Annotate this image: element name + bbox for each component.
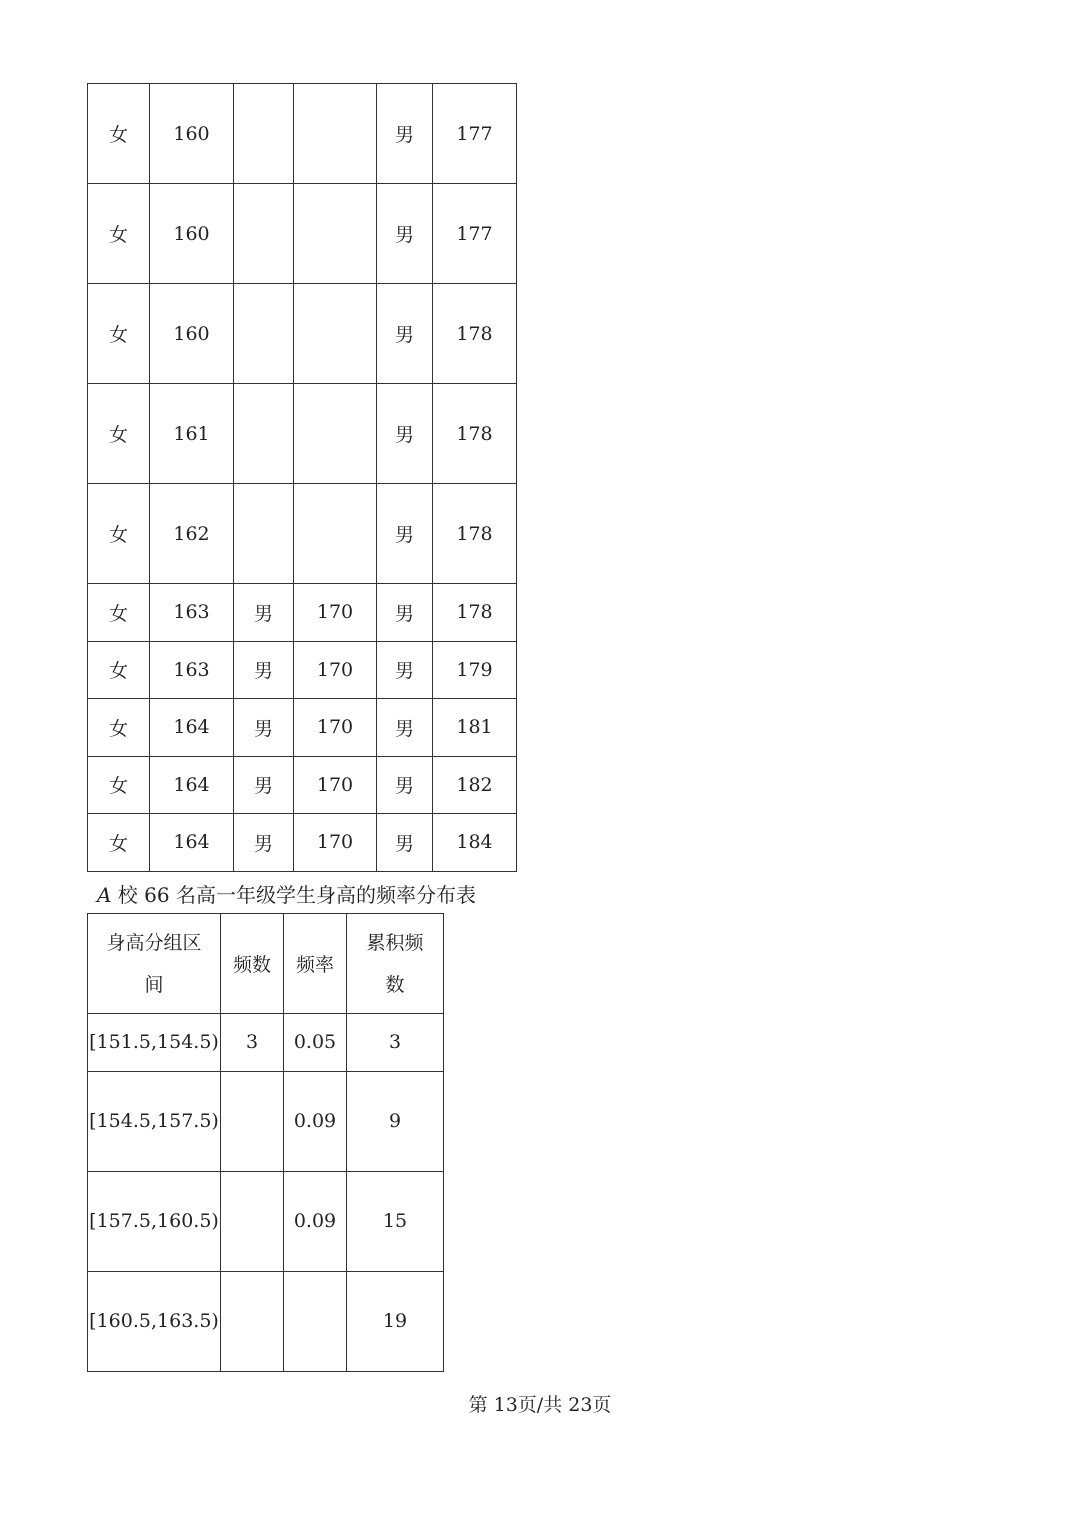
table-cell bbox=[294, 484, 377, 584]
table-cell: 男 bbox=[234, 756, 294, 814]
table-cell: 男 bbox=[377, 284, 433, 384]
table-cell: 164 bbox=[150, 699, 234, 757]
table-cell bbox=[234, 284, 294, 384]
frequency-table-body bbox=[88, 1014, 444, 1372]
header-frequency: 频率 bbox=[284, 914, 347, 1014]
table-cell: 女 bbox=[88, 641, 150, 699]
table-cell: 女 bbox=[88, 284, 150, 384]
table-cell bbox=[234, 84, 294, 184]
table-cell: 178 bbox=[433, 484, 517, 584]
table-cell: 男 bbox=[377, 756, 433, 814]
table-cell: 162 bbox=[150, 484, 234, 584]
table-row bbox=[88, 641, 517, 699]
table-cell: 178 bbox=[433, 384, 517, 484]
table-cell: 178 bbox=[433, 284, 517, 384]
cell-cumulative: 15 bbox=[347, 1171, 444, 1271]
table-cell: 女 bbox=[88, 814, 150, 872]
table-row bbox=[88, 584, 517, 642]
table-cell: 男 bbox=[234, 699, 294, 757]
cell-frequency: 0.09 bbox=[284, 1171, 347, 1271]
table-cell: 164 bbox=[150, 814, 234, 872]
table-cell: 男 bbox=[377, 699, 433, 757]
table-cell bbox=[234, 484, 294, 584]
header-cumulative-line1: 累积频 bbox=[366, 931, 424, 954]
table-cell: 男 bbox=[377, 814, 433, 872]
table-cell: 男 bbox=[377, 641, 433, 699]
table-cell: 177 bbox=[433, 84, 517, 184]
student-height-table bbox=[87, 83, 517, 872]
student-height-table-body bbox=[88, 84, 517, 872]
table-row bbox=[88, 1014, 444, 1072]
table-cell: 女 bbox=[88, 184, 150, 284]
table-row bbox=[88, 756, 517, 814]
cell-cumulative: 3 bbox=[347, 1014, 444, 1072]
table-cell: 女 bbox=[88, 484, 150, 584]
table-cell: 170 bbox=[294, 641, 377, 699]
table-cell: 184 bbox=[433, 814, 517, 872]
table-row bbox=[88, 484, 517, 584]
table-cell: 160 bbox=[150, 284, 234, 384]
table-cell: 女 bbox=[88, 384, 150, 484]
header-interval-line1: 身高分组区 bbox=[106, 931, 202, 954]
table-cell: 170 bbox=[294, 814, 377, 872]
cell-count bbox=[221, 1271, 284, 1371]
table-cell bbox=[294, 284, 377, 384]
header-interval bbox=[88, 914, 221, 1014]
table-cell: 170 bbox=[294, 699, 377, 757]
table-cell: 164 bbox=[150, 756, 234, 814]
table-cell: 161 bbox=[150, 384, 234, 484]
cell-count: 3 bbox=[221, 1014, 284, 1072]
header-cumulative-line2: 数 bbox=[385, 973, 405, 996]
table-row bbox=[88, 284, 517, 384]
table-row bbox=[88, 84, 517, 184]
table-cell: 170 bbox=[294, 584, 377, 642]
header-interval-line2: 间 bbox=[144, 973, 164, 996]
table-cell: 男 bbox=[234, 814, 294, 872]
table-cell: 160 bbox=[150, 184, 234, 284]
cell-frequency bbox=[284, 1271, 347, 1371]
page-number-footer: 第 13页/共 23页 bbox=[468, 1394, 612, 1416]
table-cell: 女 bbox=[88, 699, 150, 757]
table-cell: 163 bbox=[150, 584, 234, 642]
table-cell: 男 bbox=[377, 384, 433, 484]
table-cell: 男 bbox=[377, 184, 433, 284]
table-cell bbox=[294, 84, 377, 184]
table-cell bbox=[234, 184, 294, 284]
table-cell: 182 bbox=[433, 756, 517, 814]
table-cell bbox=[294, 184, 377, 284]
frequency-distribution-table bbox=[87, 913, 444, 1372]
table-cell: 163 bbox=[150, 641, 234, 699]
table-cell bbox=[294, 384, 377, 484]
header-count: 频数 bbox=[221, 914, 284, 1014]
table-cell bbox=[234, 384, 294, 484]
caption-text: 校 66 名高一年级学生身高的频率分布表 bbox=[111, 883, 476, 907]
table-row bbox=[88, 384, 517, 484]
caption-school-letter: A bbox=[97, 883, 112, 907]
table-cell: 男 bbox=[234, 641, 294, 699]
table-cell: 女 bbox=[88, 756, 150, 814]
cell-interval: [160.5,163.5) bbox=[88, 1271, 221, 1371]
table-row bbox=[88, 814, 517, 872]
cell-frequency: 0.09 bbox=[284, 1071, 347, 1171]
table-cell: 男 bbox=[234, 584, 294, 642]
header-cumulative bbox=[347, 914, 444, 1014]
table-row bbox=[88, 1271, 444, 1371]
cell-count bbox=[221, 1171, 284, 1271]
cell-frequency: 0.05 bbox=[284, 1014, 347, 1072]
table-row bbox=[88, 699, 517, 757]
table-row bbox=[88, 184, 517, 284]
frequency-table-caption bbox=[97, 879, 476, 908]
table-row bbox=[88, 1171, 444, 1271]
table-cell: 女 bbox=[88, 84, 150, 184]
cell-interval: [151.5,154.5) bbox=[88, 1014, 221, 1072]
table-cell: 179 bbox=[433, 641, 517, 699]
table-cell: 170 bbox=[294, 756, 377, 814]
cell-interval: [154.5,157.5) bbox=[88, 1071, 221, 1171]
table-cell: 160 bbox=[150, 84, 234, 184]
table-cell: 男 bbox=[377, 84, 433, 184]
table-cell: 181 bbox=[433, 699, 517, 757]
cell-interval: [157.5,160.5) bbox=[88, 1171, 221, 1271]
frequency-header-row bbox=[88, 914, 444, 1014]
table-cell: 男 bbox=[377, 584, 433, 642]
table-cell: 男 bbox=[377, 484, 433, 584]
table-row bbox=[88, 1071, 444, 1171]
cell-cumulative: 9 bbox=[347, 1071, 444, 1171]
cell-count bbox=[221, 1071, 284, 1171]
cell-cumulative: 19 bbox=[347, 1271, 444, 1371]
table-cell: 178 bbox=[433, 584, 517, 642]
table-cell: 女 bbox=[88, 584, 150, 642]
table-cell: 177 bbox=[433, 184, 517, 284]
